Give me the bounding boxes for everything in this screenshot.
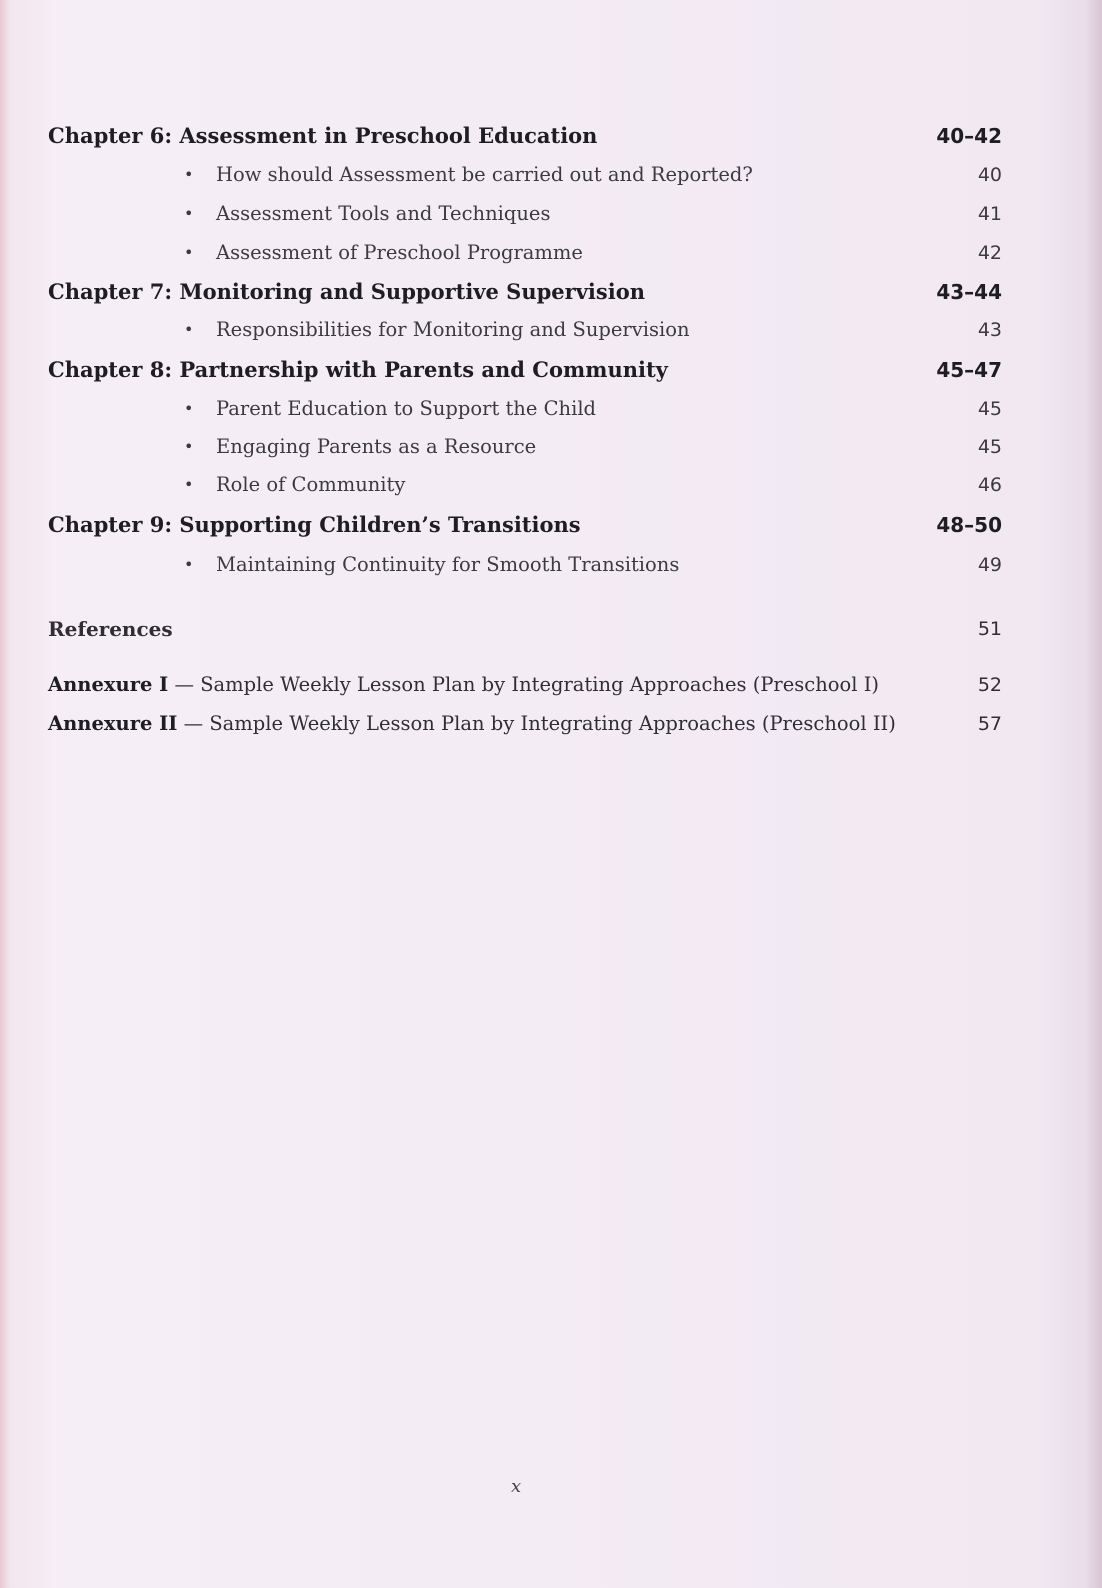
annexure-text: — Sample Weekly Lesson Plan by Integrating Approaches (Preschool I) bbox=[168, 673, 880, 696]
toc-item bbox=[184, 470, 1002, 500]
annexure-entry bbox=[48, 670, 879, 700]
item-page: 45 bbox=[977, 436, 1002, 458]
bullet-icon: • bbox=[184, 204, 194, 223]
item-text: How should Assessment be carried out and Reported? bbox=[216, 163, 753, 186]
toc-item bbox=[184, 238, 1002, 268]
annexure-lead: Annexure II bbox=[48, 712, 178, 735]
annexure-lead: Annexure I bbox=[48, 673, 169, 696]
item-page: 45 bbox=[977, 398, 1002, 420]
annexure-page: 57 bbox=[977, 713, 1002, 735]
toc-chapter-7 bbox=[48, 277, 1002, 307]
item-text: Assessment of Preschool Programme bbox=[216, 241, 583, 264]
item-text: Maintaining Continuity for Smooth Transitions bbox=[216, 553, 680, 576]
item-page: 40 bbox=[977, 164, 1002, 186]
page-number: x bbox=[511, 1476, 522, 1497]
chapter-title: Chapter 8: Partnership with Parents and Community bbox=[48, 357, 668, 382]
chapter-title: Chapter 7: Monitoring and Supportive Supervision bbox=[48, 279, 645, 304]
annexure-entry bbox=[48, 709, 896, 739]
chapter-pages: 40–42 bbox=[936, 124, 1002, 148]
toc-chapter-6 bbox=[48, 121, 1002, 151]
toc-item bbox=[184, 394, 1002, 424]
toc-item bbox=[184, 315, 1002, 345]
toc-chapter-9 bbox=[48, 510, 1002, 540]
bullet-icon: • bbox=[184, 475, 194, 494]
item-text: Engaging Parents as a Resource bbox=[216, 435, 537, 458]
chapter-title: Chapter 9: Supporting Children’s Transitions bbox=[48, 512, 581, 537]
toc-chapter-8 bbox=[48, 355, 1002, 385]
chapter-title: Chapter 6: Assessment in Preschool Education bbox=[48, 123, 598, 148]
bullet-icon: • bbox=[184, 399, 194, 418]
item-page: 41 bbox=[977, 203, 1002, 225]
item-page: 43 bbox=[977, 319, 1002, 341]
item-page: 49 bbox=[977, 554, 1002, 576]
chapter-pages: 43–44 bbox=[936, 280, 1002, 304]
item-page: 46 bbox=[977, 474, 1002, 496]
toc-item bbox=[184, 432, 1002, 462]
toc-item bbox=[184, 160, 1002, 190]
toc-references bbox=[48, 614, 1002, 644]
item-text: Parent Education to Support the Child bbox=[216, 397, 597, 420]
annexure-page: 52 bbox=[977, 674, 1002, 696]
item-page: 42 bbox=[977, 242, 1002, 264]
bullet-icon: • bbox=[184, 165, 194, 184]
bullet-icon: • bbox=[184, 320, 194, 339]
chapter-pages: 45–47 bbox=[936, 358, 1002, 382]
toc-item bbox=[184, 550, 1002, 580]
annexure-text: — Sample Weekly Lesson Plan by Integrating Approaches (Preschool II) bbox=[177, 712, 896, 735]
chapter-pages: 48–50 bbox=[936, 513, 1002, 537]
toc-annexure-1 bbox=[48, 670, 1002, 700]
toc-item bbox=[184, 199, 1002, 229]
bullet-icon: • bbox=[184, 555, 194, 574]
bullet-icon: • bbox=[184, 437, 194, 456]
references-page: 51 bbox=[977, 618, 1002, 640]
bullet-icon: • bbox=[184, 243, 194, 262]
item-text: Assessment Tools and Techniques bbox=[216, 202, 551, 225]
references-label: References bbox=[48, 617, 173, 641]
item-text: Role of Community bbox=[216, 473, 406, 496]
item-text: Responsibilities for Monitoring and Supervision bbox=[216, 318, 690, 341]
toc-annexure-2 bbox=[48, 709, 1002, 739]
